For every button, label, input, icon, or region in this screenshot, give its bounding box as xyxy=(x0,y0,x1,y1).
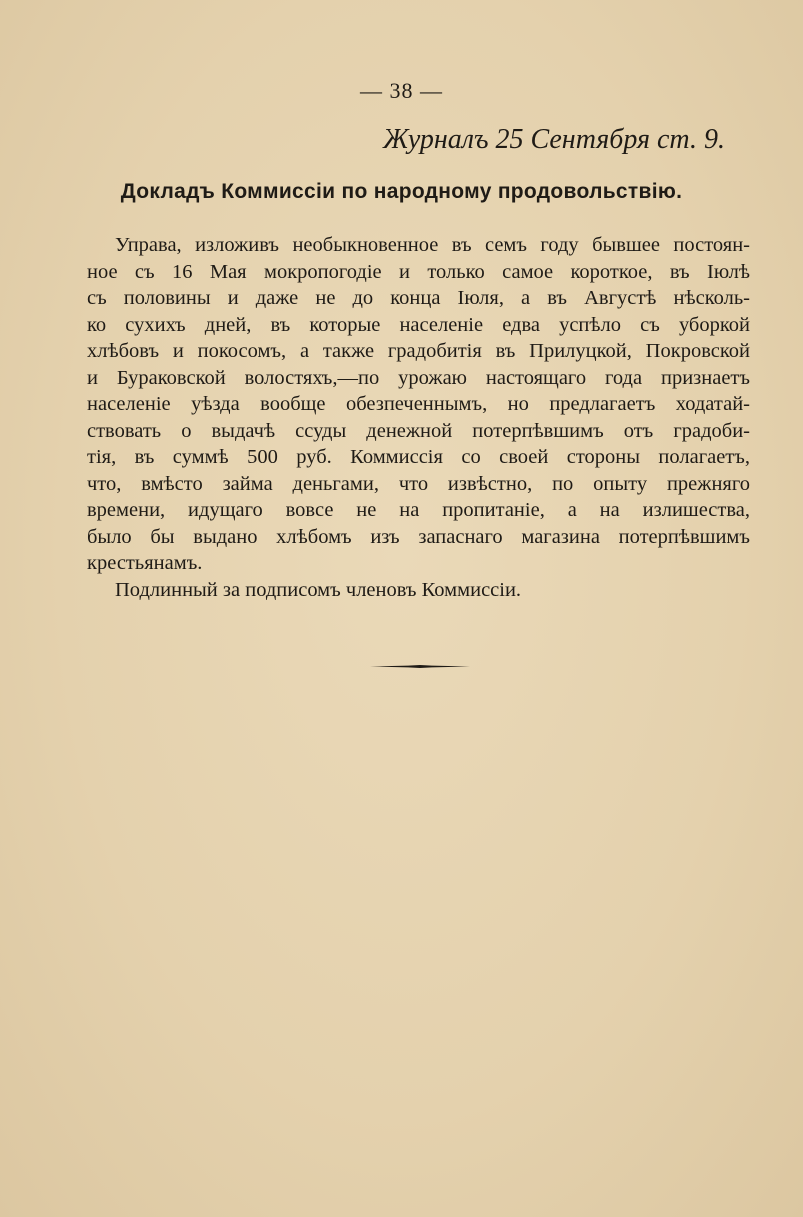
paragraph-line: съ половины и даже не до конца Іюля, а въ Августѣ нѣсколь- xyxy=(87,287,750,309)
paragraph-line: ное съ 16 Мая мокропогодіе и только самое короткое, въ Іюлѣ xyxy=(87,260,750,283)
page-number: — 38 — xyxy=(360,78,443,103)
paragraph-line: хлѣбовъ и покосомъ, а также градобитія въ Прилуцкой, Покровской xyxy=(87,340,750,362)
signature-line: Подлинный за подписомъ членовъ Коммиссіи. xyxy=(115,578,522,601)
end-rule-divider xyxy=(370,665,470,668)
paragraph-line: ко сухихъ дней, въ которые населеніе едва успѣло съ уборкой xyxy=(87,313,750,336)
paragraph-line: Управа, изложивъ необыкновенное въ семъ году бывшее постоян- xyxy=(115,234,750,256)
paragraph-line: было бы выдано хлѣбомъ изъ запаснаго магазина потерпѣвшимъ xyxy=(87,525,750,548)
report-title: Докладъ Коммиссіи по народному продовольствію. xyxy=(120,180,683,203)
paragraph-line: тія, въ суммѣ 500 руб. Коммиссія со своей стороны полагаетъ, xyxy=(87,446,750,468)
journal-heading: Журналъ 25 Сентября ст. 9. xyxy=(383,124,725,155)
report-body xyxy=(87,232,750,603)
paragraph-line: крестьянамъ. xyxy=(87,552,203,574)
end-rule-graphic xyxy=(370,665,470,668)
paragraph-line: что, вмѣсто займа деньгами, что извѣстно, по опыту прежняго xyxy=(87,472,750,495)
paragraph-line: ствовать о выдачѣ ссуды денежной потерпѣвшимъ отъ градоби- xyxy=(87,419,750,442)
paragraph-line: и Бураковской волостяхъ,—по урожаю настоящаго года признаетъ xyxy=(87,366,750,389)
paragraph-line: времени, идущаго вовсе не на пропитаніе, а на излишества, xyxy=(87,499,750,521)
paragraph-line: населеніе уѣзда вообще обезпеченнымъ, но предлагаетъ ходатай- xyxy=(87,393,750,415)
